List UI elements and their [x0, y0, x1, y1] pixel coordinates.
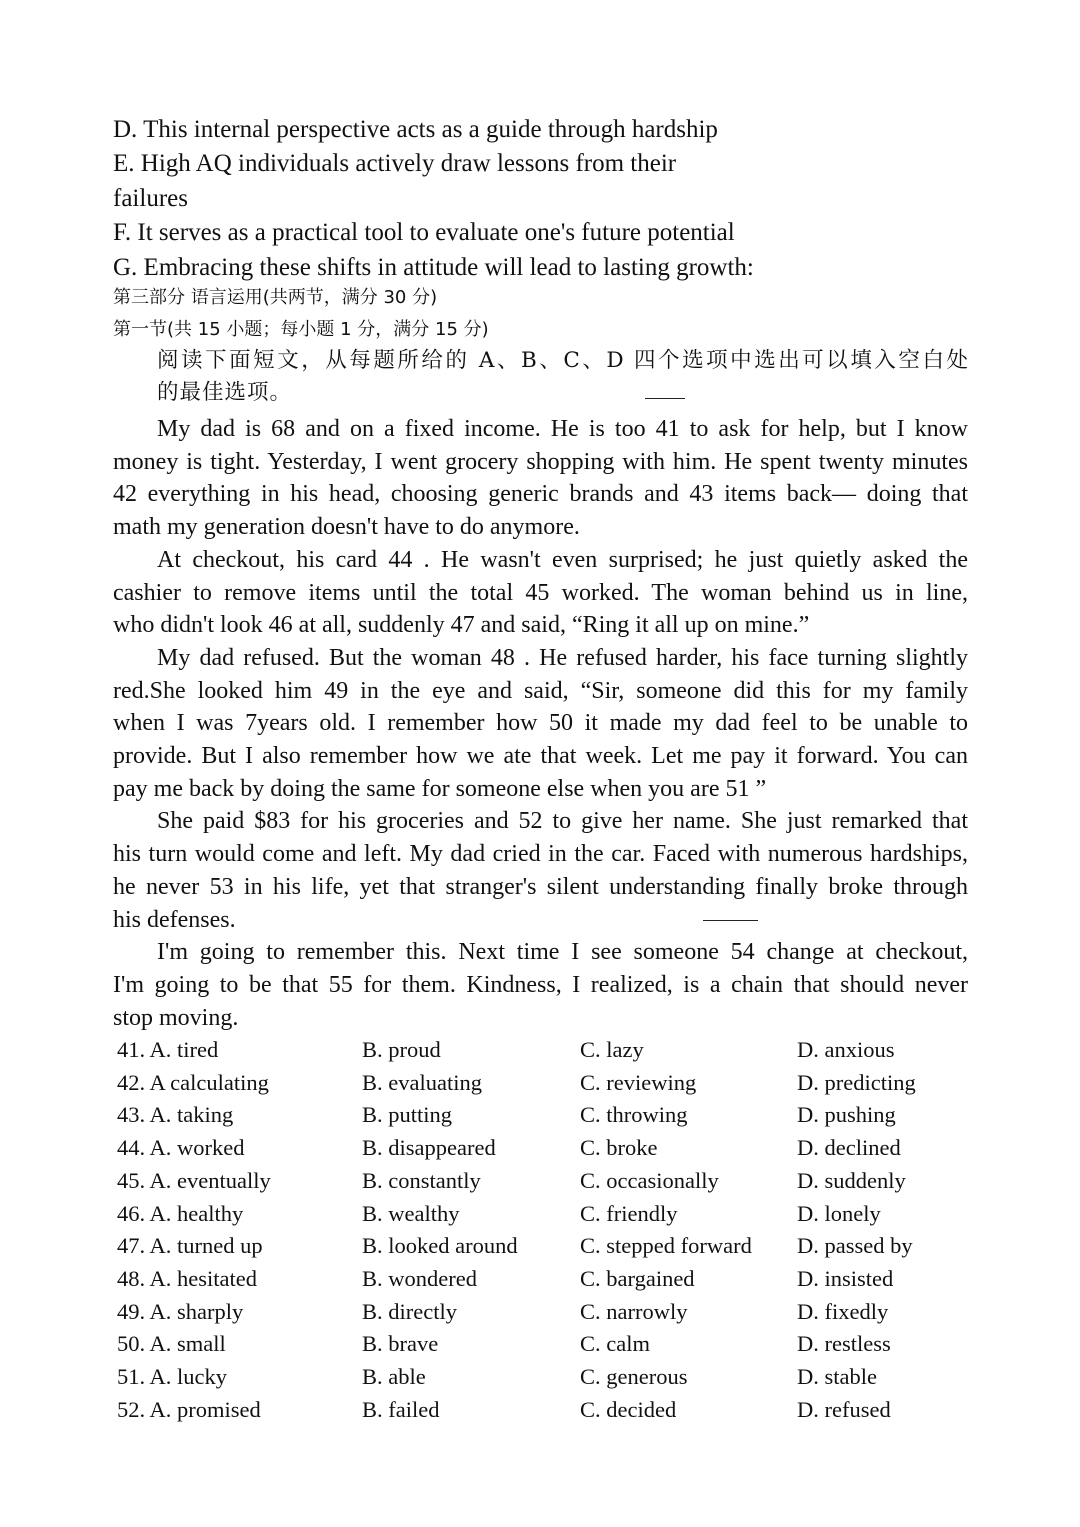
passage-line: My dad refused. But the woman 48 . He refused harder, his face turning slightly: [157, 644, 968, 671]
passage-line: his defenses.: [113, 906, 236, 933]
question-option: C. narrowly: [580, 1298, 688, 1324]
question-option: C. throwing: [580, 1102, 688, 1128]
passage-line: stop moving.: [113, 1004, 239, 1031]
passage-line: 42 everything in his head, choosing generic brands and 43 items back— doing that: [113, 481, 968, 508]
question-option-a: 51. A. lucky: [117, 1364, 227, 1389]
part-title: 第三部分 语言运用(共两节，满分 30 分): [113, 287, 438, 308]
passage-line: who didn't look 46 at all, suddenly 47 and said, “Ring it all up on mine.”: [113, 612, 810, 639]
question-option-a: 50. A. small: [117, 1331, 226, 1357]
question-option: D. insisted: [797, 1265, 894, 1291]
question-option-a: 46. A. healthy: [117, 1200, 244, 1226]
question-option: C. stepped forward: [580, 1233, 752, 1259]
question-option-a: 45. A. eventually: [117, 1167, 271, 1193]
question-option: C. friendly: [580, 1200, 678, 1226]
question-option-a: 41. A. tired: [117, 1037, 219, 1062]
question-option: C. generous: [580, 1364, 688, 1389]
passage-line: I'm going to be that 55 for them. Kindness, I realized, is a chain that should never: [113, 971, 968, 998]
passage-line: when I was 7years old. I remember how 50 it made my dad feel to be unable to: [113, 710, 968, 737]
passage-line: My dad is 68 and on a fixed income. He is too 41 to ask for help, but I know: [157, 416, 968, 442]
previous-option-line: E. High AQ individuals actively draw lessons from their: [113, 150, 677, 177]
blank-underline: [645, 398, 685, 399]
passage-line: provide. But I also remember how we ate that week. Let me pay it forward. You can: [113, 743, 968, 769]
question-option: D. suddenly: [797, 1167, 906, 1193]
question-option: B. constantly: [362, 1167, 481, 1193]
question-option: D. predicting: [797, 1069, 916, 1095]
previous-option-line: failures: [113, 185, 188, 212]
passage-line: money is tight. Yesterday, I went grocery shopping with him. He spent twenty minutes: [113, 448, 968, 475]
question-option-a: 44. A. worked: [117, 1135, 245, 1161]
passage-line: he never 53 in his life, yet that stranger's silent understanding finally broke through: [113, 873, 968, 900]
question-option: B. failed: [362, 1396, 440, 1422]
question-option: D. lonely: [797, 1200, 881, 1226]
question-option: D. restless: [797, 1331, 891, 1357]
question-option: B. disappeared: [362, 1135, 496, 1161]
previous-option-line: G. Embracing these shifts in attitude will lead to lasting growth:: [113, 254, 754, 281]
passage-line: math my generation doesn't have to do anymore.: [113, 514, 580, 541]
question-option: C. broke: [580, 1135, 658, 1161]
question-option: B. looked around: [362, 1233, 518, 1259]
question-option: C. calm: [580, 1331, 650, 1357]
instructions-line: 的最佳选项。: [157, 380, 293, 405]
question-option: B. directly: [362, 1298, 457, 1324]
question-option-a: 43. A. taking: [117, 1102, 234, 1128]
question-option: B. proud: [362, 1037, 441, 1062]
question-option: C. reviewing: [580, 1069, 697, 1095]
passage-line: At checkout, his card 44 . He wasn't even surprised; he just quietly asked the: [157, 546, 968, 573]
passage-line: red.She looked him 49 in the eye and said, “Sir, someone did this for my family: [113, 677, 968, 704]
question-option: D. refused: [797, 1396, 891, 1422]
question-option: B. wondered: [362, 1265, 477, 1291]
question-option: D. stable: [797, 1364, 877, 1389]
question-option: D. declined: [797, 1135, 901, 1161]
passage-line: pay me back by doing the same for someone else when you are 51 ”: [113, 775, 767, 802]
question-option-a: 52. A. promised: [117, 1396, 261, 1422]
instructions-line: 阅读下面短文，从每题所给的 A、B、C、D 四个选项中选出可以填入空白处: [157, 348, 969, 373]
question-option-a: 49. A. sharply: [117, 1298, 244, 1324]
passage-line: his turn would come and left. My dad cried in the car. Faced with numerous hardships,: [113, 841, 968, 868]
question-option: D. anxious: [797, 1037, 895, 1062]
question-option: C. bargained: [580, 1265, 695, 1291]
question-option: D. passed by: [797, 1233, 913, 1259]
question-option-a: 42. A calculating: [117, 1069, 269, 1095]
question-option-a: 47. A. turned up: [117, 1233, 263, 1259]
question-option: C. occasionally: [580, 1167, 719, 1193]
section-title: 第一节(共 15 小题；每小题 1 分，满分 15 分): [113, 319, 489, 340]
question-option: B. brave: [362, 1331, 439, 1357]
question-option: D. fixedly: [797, 1298, 889, 1324]
passage-line: cashier to remove items until the total 45 worked. The woman behind us in line,: [113, 579, 968, 606]
previous-option-line: F. It serves as a practical tool to evaluate one's future potential: [113, 219, 735, 246]
question-option: B. able: [362, 1364, 426, 1389]
question-option: C. decided: [580, 1396, 677, 1422]
passage-line: I'm going to remember this. Next time I see someone 54 change at checkout,: [157, 939, 968, 966]
question-option-a: 48. A. hesitated: [117, 1265, 257, 1291]
question-option: B. putting: [362, 1102, 453, 1128]
question-option: B. evaluating: [362, 1069, 482, 1095]
question-option: C. lazy: [580, 1037, 644, 1062]
passage-line: She paid $83 for his groceries and 52 to give her name. She just remarked that: [157, 808, 968, 835]
question-option: B. wealthy: [362, 1200, 460, 1226]
previous-option-line: D. This internal perspective acts as a guide through hardship: [113, 116, 718, 143]
question-option: D. pushing: [797, 1102, 896, 1128]
